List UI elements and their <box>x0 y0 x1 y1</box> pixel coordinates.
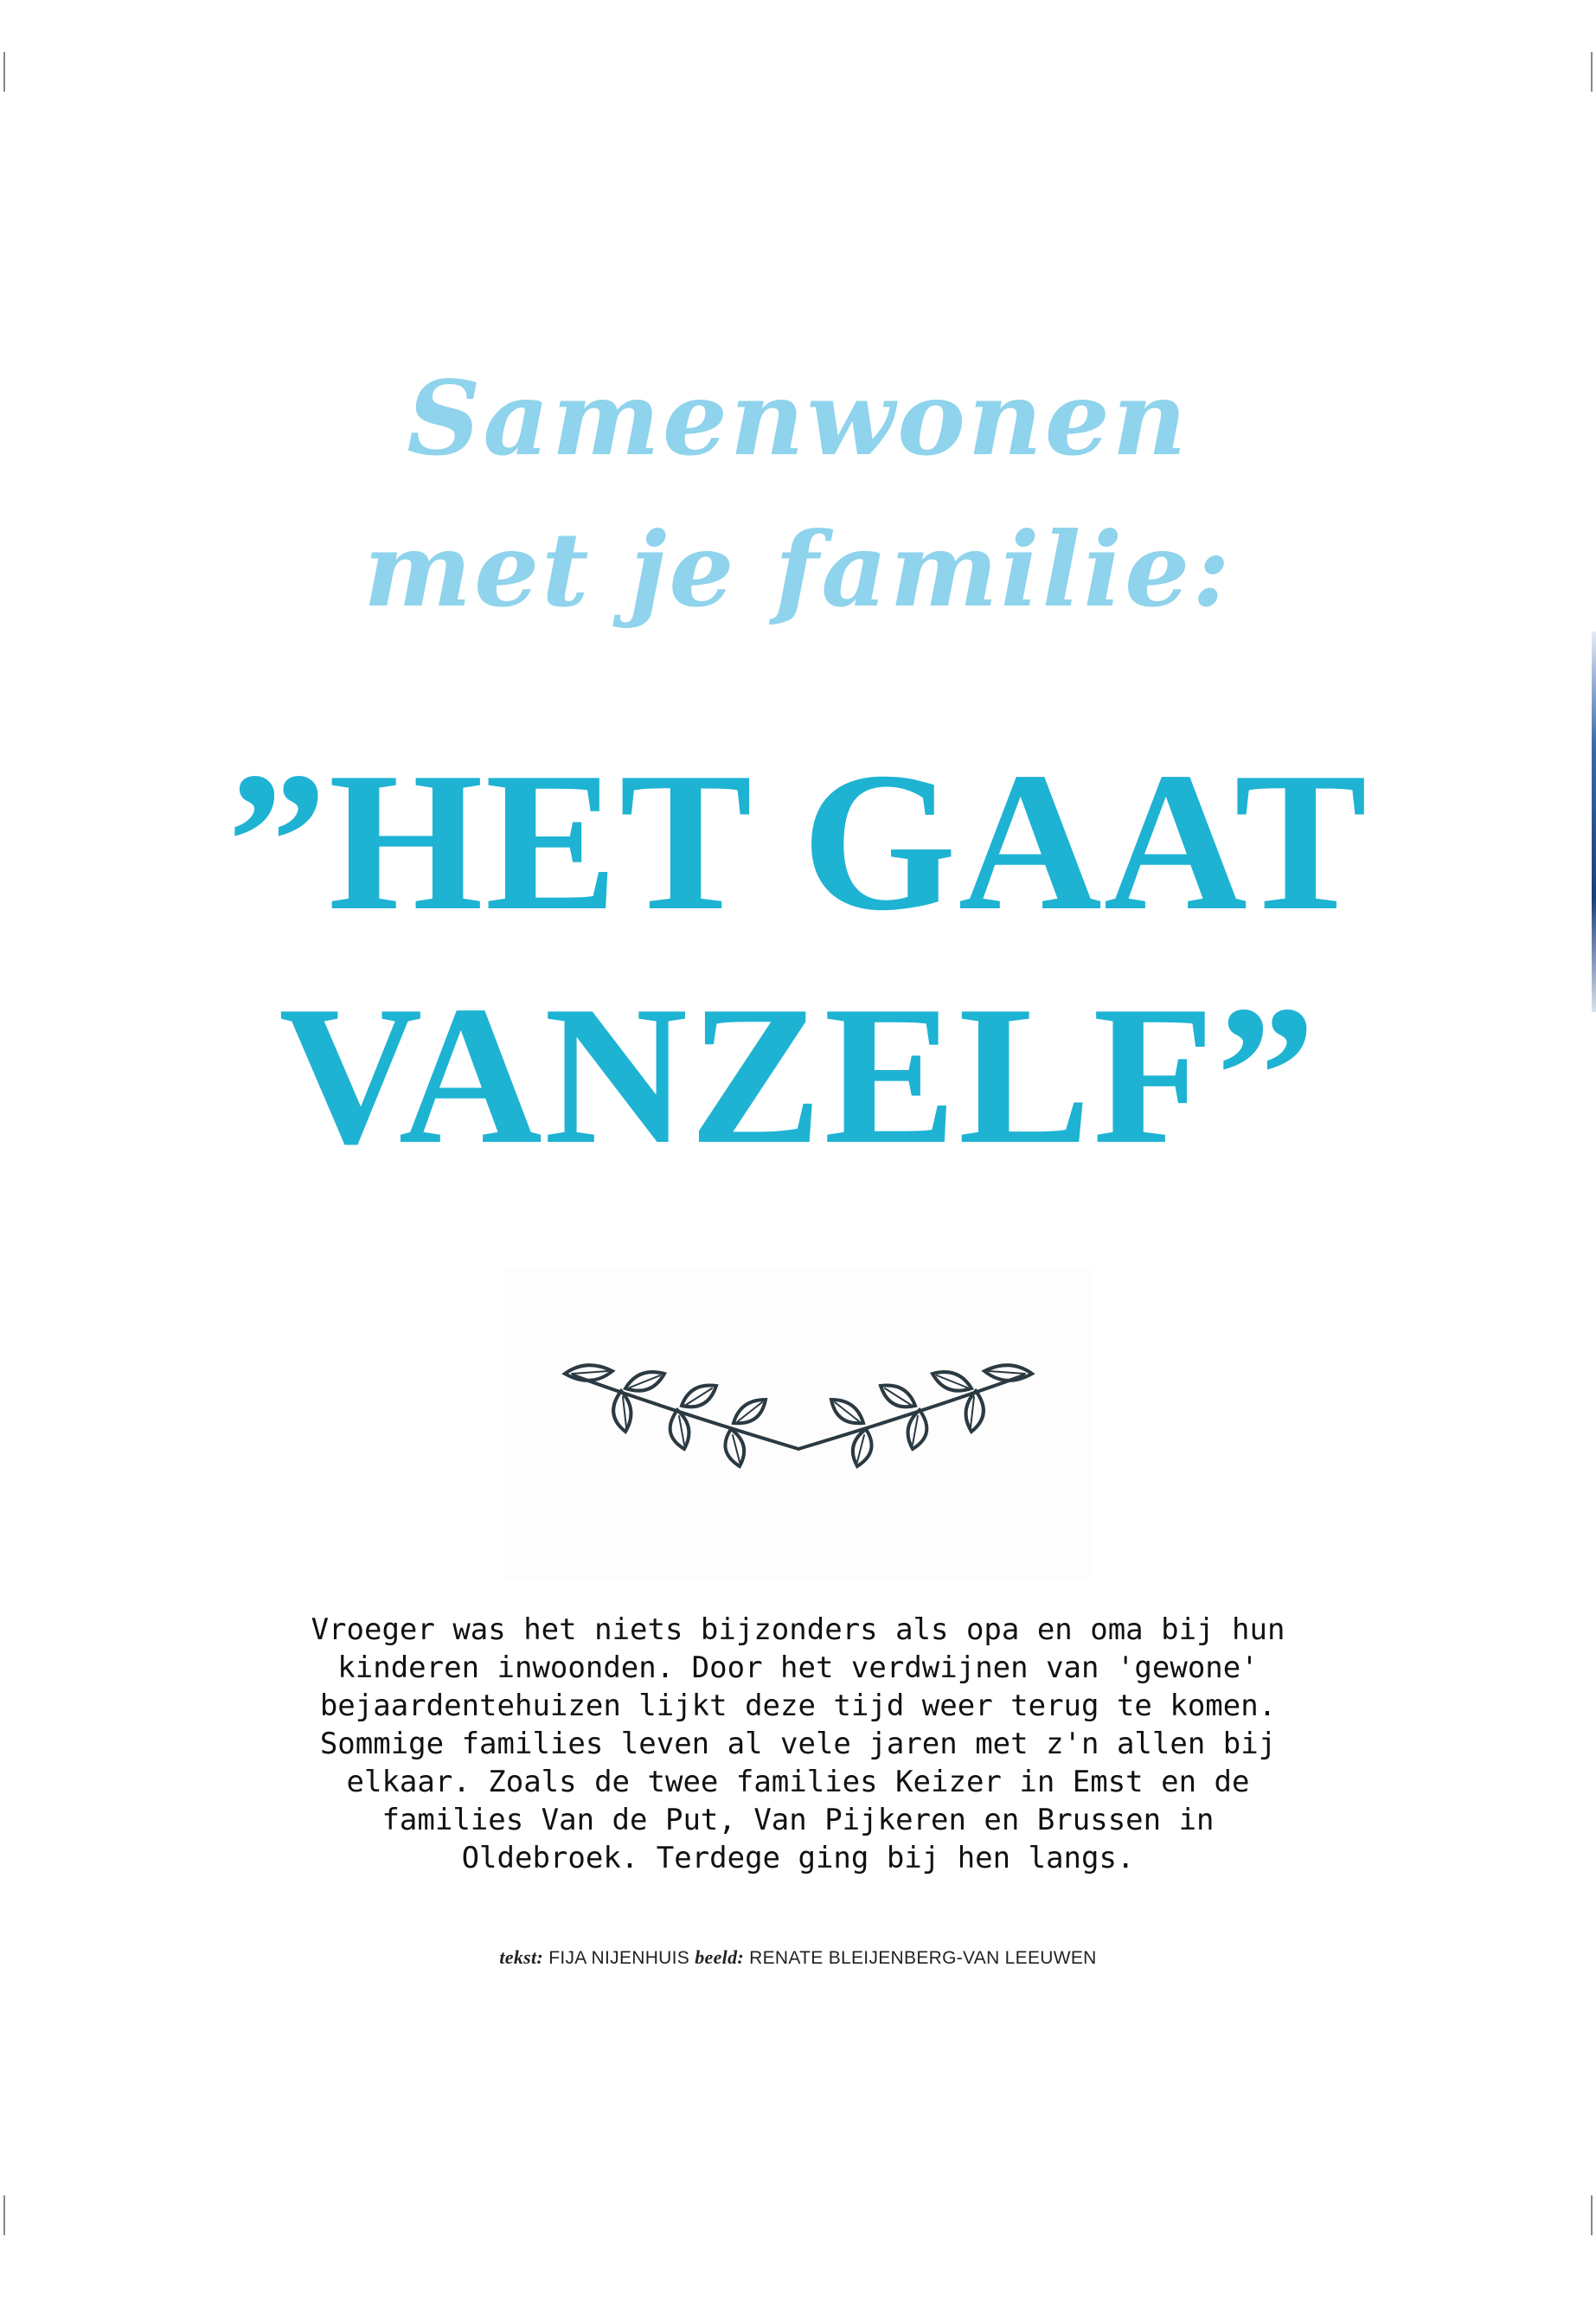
byline-image-author: RENATE BLEIJENBERG-VAN LEEUWEN <box>749 1948 1097 1968</box>
byline-image-label: beeld: <box>695 1946 745 1968</box>
crop-mark-top-left <box>3 52 5 92</box>
crop-mark-bottom-left <box>3 2195 5 2235</box>
crop-mark-bottom-right <box>1591 2195 1593 2235</box>
byline-text-label: tekst: <box>499 1946 544 1968</box>
crop-mark-top-right <box>1591 52 1593 92</box>
byline-text-author: FIJA NIJENHUIS <box>548 1948 690 1968</box>
byline <box>0 1946 1596 1969</box>
headline-line-2: VANZELF” <box>279 965 1317 1185</box>
intro-paragraph: Vroeger was het niets bijzonders als opa en oma bij hun kinderen inwoonden. Door het verdwijnen van 'gewone' bejaardentehuizen lijkt deze tijd weer terug te komen. Sommige families leven al vele jaren met z'n allen bij elkaar. Zoals de twee families Keizer in Emst en de families Van de Put, Van Pijkeren en Brussen in Oldebroek. Terdege ging bij hen langs. <box>311 1612 1285 1875</box>
script-title-line-2: met je familie: <box>363 510 1233 630</box>
laurel-branch-icon <box>539 1349 1058 1479</box>
ornament-panel <box>504 1267 1093 1579</box>
script-title-line-1: Samenwonen <box>407 358 1189 478</box>
headline-line-1: ”HET GAAT <box>227 731 1369 952</box>
